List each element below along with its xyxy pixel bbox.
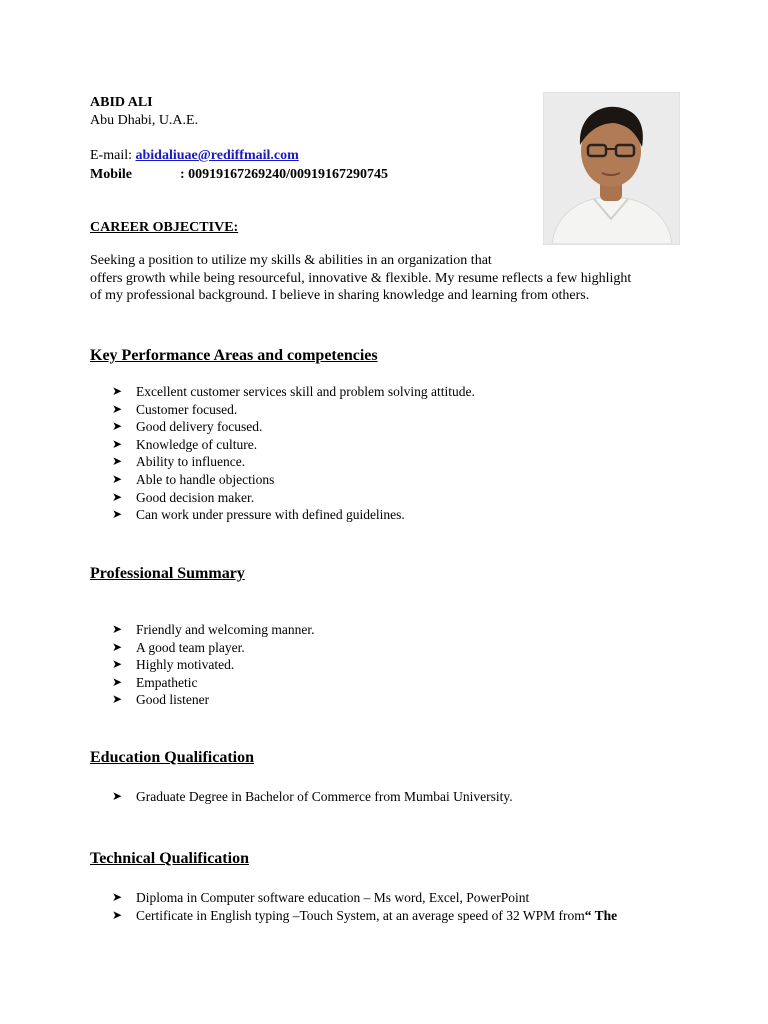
candidate-name: ABID ALI [90, 95, 153, 110]
career-objective-line: offers growth while being resourceful, innovative & flexible. My resume reflects a few highlight [90, 270, 632, 286]
arrowhead-bullet-icon: ➤ [112, 639, 123, 654]
professional-summary-heading: Professional Summary [90, 565, 245, 582]
profile-photo-icon [544, 93, 679, 244]
list-item: ➤ Diploma in Computer software education – Ms word, Excel, PowerPoint [112, 890, 530, 905]
arrowhead-bullet-icon: ➤ [112, 471, 123, 486]
list-item: ➤ Knowledge of culture. [112, 436, 258, 452]
list-item: ➤ Graduate Degree in Bachelor of Commerce from Mumbai University. [112, 789, 513, 804]
arrowhead-bullet-icon: ➤ [112, 622, 123, 636]
professional-summary-list [112, 621, 314, 709]
mobile-value: : 00919167269240/00919167290745 [180, 167, 389, 182]
list-item: ➤ Good delivery focused. [112, 419, 263, 435]
list-item: ➤ Highly motivated. [112, 657, 235, 673]
arrowhead-bullet-icon: ➤ [112, 674, 123, 689]
key-performance-list [112, 383, 475, 524]
list-item: ➤ Excellent customer services skill and problem solving attitude. [112, 384, 475, 399]
list-item: ➤ A good team player. [112, 639, 245, 655]
list-item: ➤ Can work under pressure with defined guidelines. [112, 507, 405, 523]
education-list [112, 788, 513, 806]
technical-heading: Technical Qualification [90, 850, 249, 867]
education-heading: Education Qualification [90, 749, 255, 766]
list-item: ➤ Good decision maker. [112, 489, 255, 505]
list-item: ➤ Ability to influence. [112, 454, 246, 470]
profile-photo [543, 92, 680, 245]
arrowhead-bullet-icon: ➤ [112, 436, 123, 451]
list-item: ➤ Friendly and welcoming manner. [112, 622, 315, 637]
email-link[interactable]: abidaliuae@rediffmail.com [135, 148, 299, 163]
list-item: ➤ Able to handle objections [112, 471, 275, 487]
arrowhead-bullet-icon: ➤ [112, 890, 123, 904]
list-item: ➤ Certificate in English typing –Touch System, at an average speed of 32 WPM from “ The [112, 907, 618, 923]
arrowhead-bullet-icon: ➤ [112, 692, 123, 707]
institute-name-fragment: “ The [584, 907, 618, 923]
arrowhead-bullet-icon: ➤ [112, 657, 123, 672]
email-label: E-mail: [90, 148, 136, 163]
arrowhead-bullet-icon: ➤ [112, 907, 123, 922]
arrowhead-bullet-icon: ➤ [112, 384, 123, 398]
career-objective-text [90, 252, 690, 305]
mobile-label: Mobile [90, 167, 132, 182]
arrowhead-bullet-icon: ➤ [112, 401, 123, 416]
arrowhead-bullet-icon: ➤ [112, 789, 123, 803]
list-item: ➤ Customer focused. [112, 401, 238, 417]
arrowhead-bullet-icon: ➤ [112, 454, 123, 469]
arrowhead-bullet-icon: ➤ [112, 489, 123, 504]
list-item: ➤ Good listener [112, 692, 210, 708]
career-objective-line: Seeking a position to utilize my skills & abilities in an organization that [90, 253, 492, 268]
mobile-line [90, 166, 388, 183]
technical-list [112, 889, 617, 924]
candidate-location: Abu Dhabi, U.A.E. [90, 113, 199, 128]
list-item: ➤ Empathetic [112, 674, 198, 690]
arrowhead-bullet-icon: ➤ [112, 507, 123, 522]
email-line [90, 147, 299, 164]
career-objective-line: of my professional background. I believe in sharing knowledge and learning from others. [90, 288, 590, 303]
career-objective-heading: CAREER OBJECTIVE: [90, 220, 239, 235]
key-performance-heading: Key Performance Areas and competencies [90, 347, 378, 364]
arrowhead-bullet-icon: ➤ [112, 419, 123, 434]
